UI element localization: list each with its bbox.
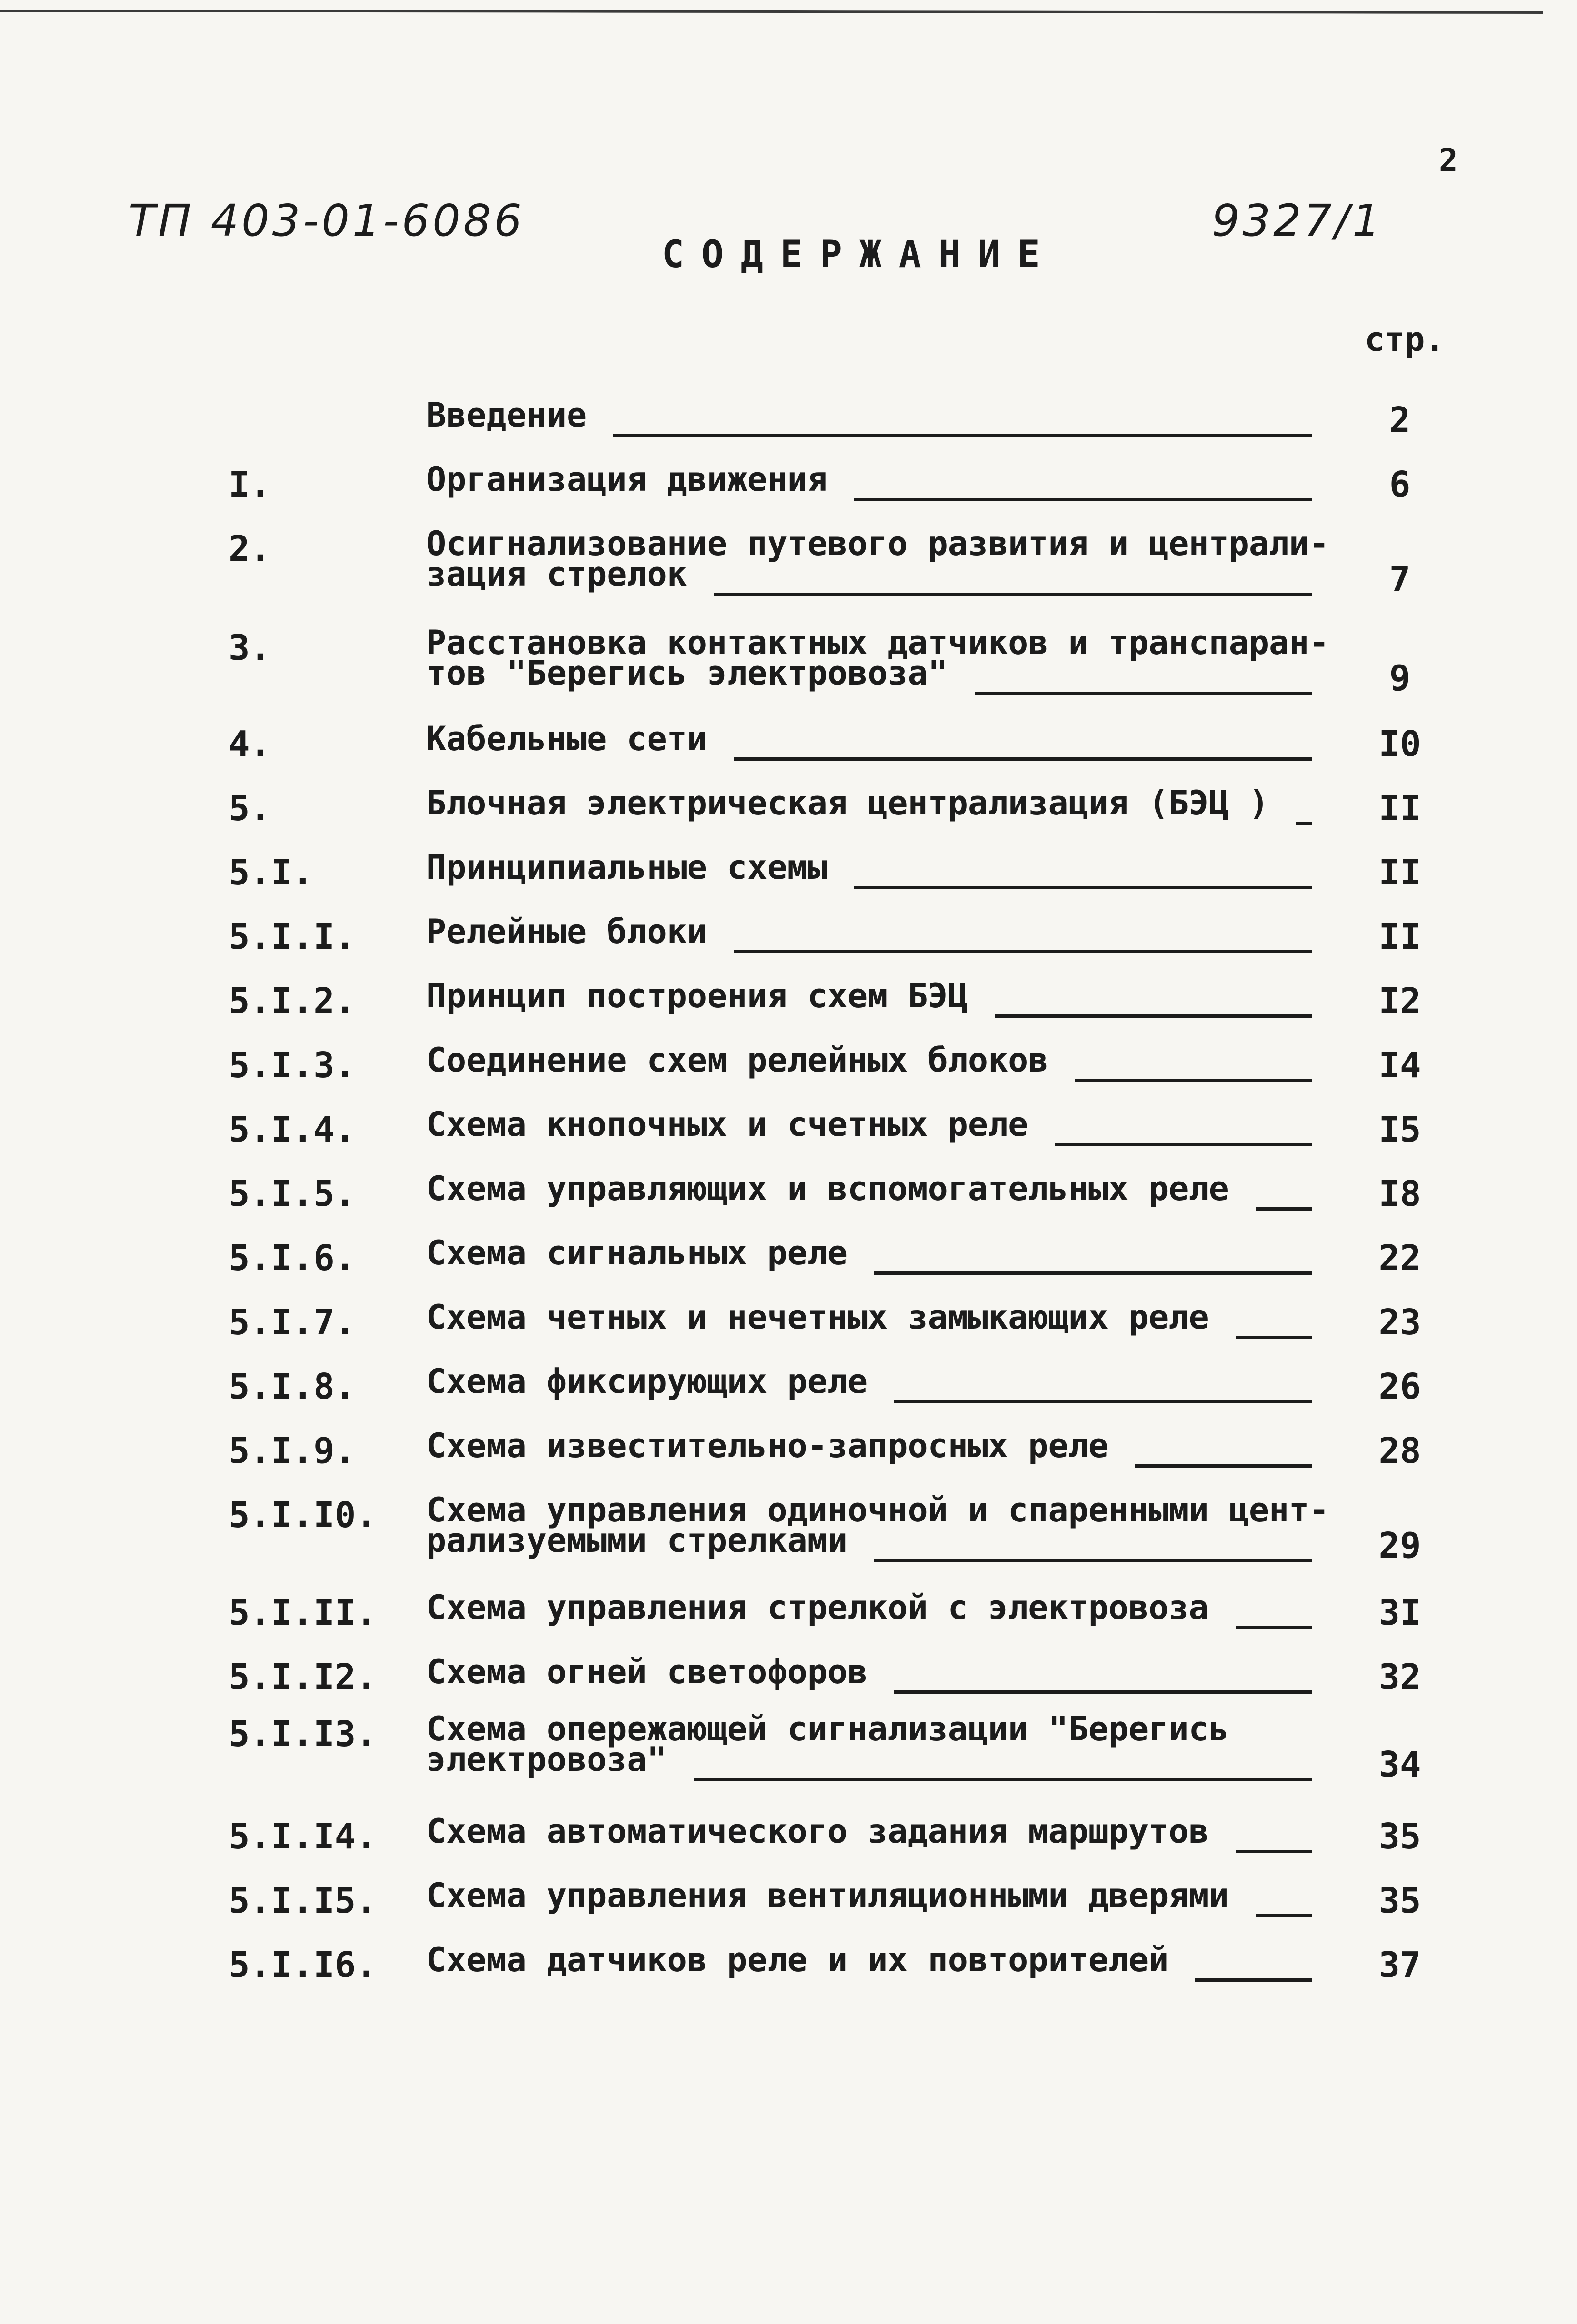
- toc-entry-line: [426, 1588, 1312, 1627]
- toc-entry-page: 2: [1389, 400, 1411, 441]
- toc-entry-title: [426, 1362, 1312, 1401]
- toc-entry-line: [426, 1740, 1312, 1779]
- toc-entry-line-text: Организация движения: [426, 460, 828, 499]
- toc-entry-title: [426, 1490, 1329, 1560]
- toc-entry-number: 5.I.I0.: [229, 1495, 377, 1536]
- toc-entry-page: 37: [1378, 1945, 1421, 1986]
- toc-entry-line: [426, 1169, 1312, 1208]
- top-border-line: [0, 10, 1543, 14]
- toc-entry-title: [426, 848, 1312, 887]
- toc-entry-line: [426, 719, 1312, 758]
- toc-entry-number: 5.: [229, 788, 271, 829]
- page-number: 2: [1439, 142, 1458, 179]
- toc-entry-title: [426, 524, 1329, 594]
- toc-entry-line: [426, 784, 1312, 823]
- toc-entry-line: [426, 912, 1312, 951]
- toc-entry-line: [426, 1298, 1312, 1337]
- toc-entry-line-text: электровоза": [426, 1740, 667, 1779]
- toc-entry-page: I5: [1378, 1109, 1421, 1150]
- dot-leader-line: [613, 417, 1312, 437]
- toc-entry-title: [426, 396, 1312, 435]
- dot-leader-line: [1075, 1063, 1312, 1082]
- toc-entry-page: I2: [1378, 981, 1421, 1022]
- toc-entry-line-text: Принцип построения схем БЭЦ: [426, 976, 968, 1015]
- toc-entry-page: 28: [1378, 1430, 1421, 1471]
- toc-entry-number: 3.: [229, 627, 271, 668]
- toc-entry-page: 23: [1378, 1302, 1421, 1343]
- toc-entry-page: 3I: [1378, 1592, 1421, 1633]
- doc-code: ТП 403-01-6086: [129, 195, 525, 246]
- toc-entry-title: [426, 1876, 1312, 1915]
- toc-entry-number: 5.I.4.: [229, 1109, 356, 1150]
- toc-entry-line: [426, 654, 1312, 693]
- dot-leader-line: [995, 998, 1312, 1018]
- toc-entry-page: 29: [1378, 1525, 1421, 1566]
- dot-leader-line: [874, 1255, 1312, 1275]
- toc-entry-line-text: Схема управления одиночной и спаренными цент-: [426, 1490, 1329, 1529]
- page-column-label: стр.: [1365, 320, 1445, 359]
- toc-entry-line: [426, 1940, 1312, 1979]
- dot-leader-line: [1256, 1191, 1312, 1211]
- toc-entry-number: 5.I.I4.: [229, 1816, 377, 1857]
- toc-entry-number: 5.I.3.: [229, 1045, 356, 1086]
- toc-entry-line-text: Осигнализование путевого развития и централи-: [426, 524, 1329, 563]
- toc-entry-line: [426, 1105, 1312, 1144]
- dot-leader-line: [734, 741, 1312, 761]
- toc-entry-line-text: Схема четных и нечетных замыкающих реле: [426, 1298, 1209, 1337]
- toc-entry-title: [426, 719, 1312, 758]
- toc-entry-line: [426, 1233, 1312, 1272]
- toc-entry-line: [426, 1812, 1312, 1851]
- toc-entry-number: 5.I.2.: [229, 981, 356, 1022]
- dot-leader-line: [894, 1384, 1312, 1403]
- toc-entry-line-text: Схема автоматического задания маршрутов: [426, 1812, 1209, 1851]
- toc-entry-line-text: рализуемыми стрелками: [426, 1521, 848, 1560]
- toc-entry-line: [426, 848, 1312, 887]
- toc-entry-title: [426, 1588, 1312, 1627]
- toc-entry-number: 5.I.I.: [229, 916, 356, 957]
- toc-entry-title: [426, 976, 1312, 1015]
- dot-leader-line: [694, 1762, 1312, 1781]
- toc-entry-title: [426, 460, 1312, 499]
- toc-entry-line-text: Схема управления стрелкой с электровоза: [426, 1588, 1209, 1627]
- dot-leader-line: [874, 1543, 1312, 1562]
- toc-entry-number: 5.I.: [229, 852, 314, 893]
- dot-leader-line: [714, 576, 1312, 596]
- dot-leader-line: [854, 870, 1312, 889]
- toc-entry-number: 5.I.I5.: [229, 1880, 377, 1921]
- toc-entry-line: [426, 1521, 1312, 1560]
- toc-entry-page: II: [1378, 852, 1421, 893]
- toc-entry-line-text: Релейные блоки: [426, 912, 708, 951]
- toc-entry-title: [426, 1652, 1312, 1691]
- toc-entry-page: 7: [1389, 559, 1411, 600]
- toc-entry-title: [426, 1709, 1312, 1779]
- toc-entry-number: 5.I.II.: [229, 1592, 377, 1633]
- toc-entry-line-text: Кабельные сети: [426, 719, 708, 758]
- toc-entry-page: 35: [1378, 1816, 1421, 1857]
- doc-number: 9327/1: [1212, 195, 1383, 246]
- toc-entry-title: [426, 784, 1312, 823]
- toc-entry-title: [426, 1105, 1312, 1144]
- toc-entry-title: [426, 1812, 1312, 1851]
- toc-entry-number: 5.I.I2.: [229, 1657, 377, 1698]
- dot-leader-line: [1296, 805, 1312, 825]
- toc-entry-line-text: Соединение схем релейных блоков: [426, 1041, 1048, 1080]
- toc-entry-line: [426, 1426, 1312, 1465]
- toc-entry-line-text: зация стрелок: [426, 555, 687, 594]
- dot-leader-line: [734, 934, 1312, 953]
- toc-entry-page: 6: [1389, 464, 1411, 505]
- toc-entry-line-text: Схема управляющих и вспомогательных реле: [426, 1169, 1229, 1208]
- toc-entry-page: II: [1378, 788, 1421, 829]
- toc-entry-number: 5.I.5.: [229, 1173, 356, 1214]
- dot-leader-line: [1256, 1898, 1312, 1917]
- toc-entry-line: [426, 396, 1312, 435]
- toc-entry-line-text: Схема сигнальных реле: [426, 1233, 848, 1272]
- dot-leader-line: [1195, 1962, 1312, 1982]
- dot-leader-line: [1236, 1610, 1312, 1629]
- toc-entry-number: 4.: [229, 724, 271, 765]
- toc-entry-number: 5.I.6.: [229, 1238, 356, 1279]
- dot-leader-line: [894, 1674, 1312, 1694]
- toc-entry-line-text: Схема управления вентиляционными дверями: [426, 1876, 1229, 1915]
- toc-entry-page: 22: [1378, 1238, 1421, 1279]
- toc-entry-title: [426, 1426, 1312, 1465]
- toc-entry-line: [426, 460, 1312, 499]
- toc-entry-page: 34: [1378, 1744, 1421, 1785]
- toc-entry-page: II: [1378, 916, 1421, 957]
- dot-leader-line: [1135, 1448, 1312, 1468]
- toc-entry-title: [426, 1940, 1312, 1979]
- toc-entry-number: 5.I.I3.: [229, 1714, 377, 1755]
- dot-leader-line: [1055, 1127, 1312, 1146]
- toc-entry-page: I8: [1378, 1173, 1421, 1214]
- dot-leader-line: [1236, 1320, 1312, 1339]
- toc-entry-line-text: Схема кнопочных и счетных реле: [426, 1105, 1028, 1144]
- toc-entry-number: 5.I.9.: [229, 1430, 356, 1471]
- toc-entry-line-text: Расстановка контактных датчиков и транспаран-: [426, 623, 1329, 662]
- toc-entry-page: 9: [1389, 658, 1411, 699]
- toc-entry-line-text: Введение: [426, 396, 587, 435]
- toc-entry-line: [426, 1041, 1312, 1080]
- toc-entry-page: 32: [1378, 1657, 1421, 1698]
- toc-entry-line-text: Блочная электрическая централизация (БЭЦ ): [426, 784, 1269, 823]
- toc-entry-page: I0: [1378, 724, 1421, 765]
- toc-entry-number: 5.I.I6.: [229, 1945, 377, 1986]
- page-title: СОДЕРЖАНИЕ: [662, 233, 1057, 276]
- dot-leader-line: [854, 482, 1312, 501]
- toc-entry-title: [426, 623, 1329, 693]
- toc-entry-title: [426, 1169, 1312, 1208]
- toc-entry-line-text: Схема фиксирующих реле: [426, 1362, 868, 1401]
- toc-entry-line-text: Схема опережающей сигнализации "Берегись: [426, 1709, 1229, 1748]
- toc-entry-line: [426, 1876, 1312, 1915]
- toc-entry-line-text: Схема огней светофоров: [426, 1652, 868, 1691]
- toc-entry-line: [426, 1362, 1312, 1401]
- toc-entry-line-text: тов "Берегись электровоза": [426, 654, 948, 693]
- toc-entry-line: [426, 976, 1312, 1015]
- toc-entry-number: 5.I.8.: [229, 1366, 356, 1407]
- toc-entry-title: [426, 912, 1312, 951]
- toc-entry-line-text: Схема известительно-запросных реле: [426, 1426, 1108, 1465]
- toc-entry-number: 2.: [229, 528, 271, 569]
- toc-entry-page: 26: [1378, 1366, 1421, 1407]
- toc-entry-page: 35: [1378, 1880, 1421, 1921]
- toc-entry-number: I.: [229, 464, 271, 505]
- toc-entry-line: [426, 1652, 1312, 1691]
- toc-entry-title: [426, 1233, 1312, 1272]
- toc-entry-title: [426, 1041, 1312, 1080]
- toc-entry-line-text: Принципиальные схемы: [426, 848, 828, 887]
- toc-entry-page: I4: [1378, 1045, 1421, 1086]
- toc-entry-line: [426, 555, 1312, 594]
- toc-entry-line-text: Схема датчиков реле и их повторителей: [426, 1940, 1169, 1979]
- toc-entry-title: [426, 1298, 1312, 1337]
- dot-leader-line: [1236, 1834, 1312, 1853]
- toc-entry-number: 5.I.7.: [229, 1302, 356, 1343]
- dot-leader-line: [975, 675, 1312, 695]
